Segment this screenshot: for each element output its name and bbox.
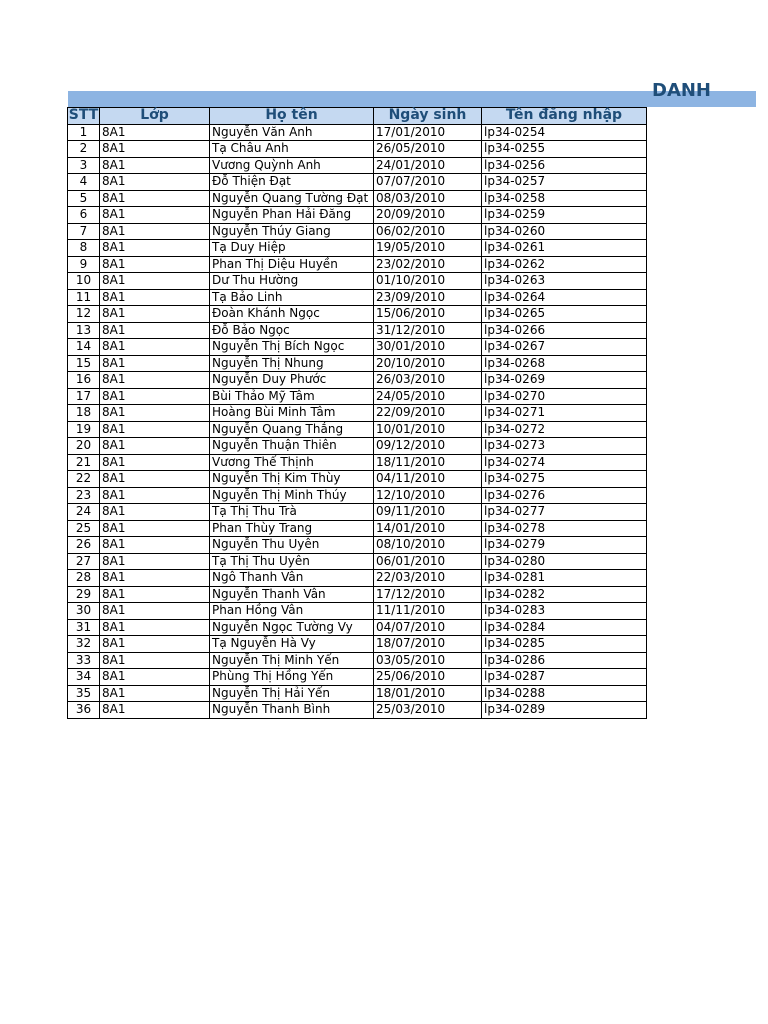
cell-class[interactable]: 8A1 bbox=[100, 223, 210, 240]
cell-username[interactable]: lp34-0270 bbox=[482, 388, 647, 405]
cell-class[interactable]: 8A1 bbox=[100, 372, 210, 389]
cell-stt[interactable]: 8 bbox=[68, 240, 100, 257]
cell-stt[interactable]: 7 bbox=[68, 223, 100, 240]
cell-class[interactable]: 8A1 bbox=[100, 388, 210, 405]
table-row bbox=[68, 141, 647, 158]
cell-stt[interactable]: 32 bbox=[68, 636, 100, 653]
cell-birthdate[interactable]: 07/07/2010 bbox=[374, 174, 482, 191]
cell-fullname[interactable]: Tạ Bảo Linh bbox=[210, 289, 374, 306]
table-row bbox=[68, 124, 647, 141]
cell-username[interactable]: lp34-0258 bbox=[482, 190, 647, 207]
cell-username[interactable]: lp34-0274 bbox=[482, 454, 647, 471]
cell-class[interactable]: 8A1 bbox=[100, 322, 210, 339]
cell-birthdate[interactable]: 06/02/2010 bbox=[374, 223, 482, 240]
cell-stt[interactable]: 6 bbox=[68, 207, 100, 224]
cell-birthdate[interactable]: 04/07/2010 bbox=[374, 619, 482, 636]
cell-stt[interactable]: 17 bbox=[68, 388, 100, 405]
table-row bbox=[68, 537, 647, 554]
table-row bbox=[68, 487, 647, 504]
cell-username[interactable]: lp34-0289 bbox=[482, 702, 647, 719]
cell-birthdate[interactable]: 14/01/2010 bbox=[374, 520, 482, 537]
cell-username[interactable]: lp34-0257 bbox=[482, 174, 647, 191]
cell-fullname[interactable]: Vương Quỳnh Anh bbox=[210, 157, 374, 174]
cell-fullname[interactable]: Dư Thu Hường bbox=[210, 273, 374, 290]
cell-fullname[interactable]: Tạ Duy Hiệp bbox=[210, 240, 374, 257]
cell-stt[interactable]: 24 bbox=[68, 504, 100, 521]
cell-class[interactable]: 8A1 bbox=[100, 190, 210, 207]
cell-birthdate[interactable]: 22/03/2010 bbox=[374, 570, 482, 587]
cell-class[interactable]: 8A1 bbox=[100, 421, 210, 438]
cell-birthdate[interactable]: 19/05/2010 bbox=[374, 240, 482, 257]
cell-username[interactable]: lp34-0268 bbox=[482, 355, 647, 372]
header-username[interactable]: Tên đăng nhập bbox=[482, 108, 647, 125]
cell-birthdate[interactable]: 15/06/2010 bbox=[374, 306, 482, 323]
cell-fullname[interactable]: Nguyễn Văn Anh bbox=[210, 124, 374, 141]
cell-class[interactable]: 8A1 bbox=[100, 141, 210, 158]
cell-fullname[interactable]: Phùng Thị Hồng Yến bbox=[210, 669, 374, 686]
cell-class[interactable]: 8A1 bbox=[100, 570, 210, 587]
table-row bbox=[68, 306, 647, 323]
cell-birthdate[interactable]: 17/01/2010 bbox=[374, 124, 482, 141]
table-row bbox=[68, 454, 647, 471]
cell-username[interactable]: lp34-0276 bbox=[482, 487, 647, 504]
cell-fullname[interactable]: Nguyễn Thanh Vân bbox=[210, 586, 374, 603]
table-row bbox=[68, 421, 647, 438]
cell-class[interactable]: 8A1 bbox=[100, 586, 210, 603]
cell-birthdate[interactable]: 22/09/2010 bbox=[374, 405, 482, 422]
cell-fullname[interactable]: Hoàng Bùi Minh Tâm bbox=[210, 405, 374, 422]
cell-username[interactable]: lp34-0284 bbox=[482, 619, 647, 636]
table-row bbox=[68, 702, 647, 719]
cell-birthdate[interactable]: 01/10/2010 bbox=[374, 273, 482, 290]
cell-fullname[interactable]: Nguyễn Thuận Thiên bbox=[210, 438, 374, 455]
cell-birthdate[interactable]: 23/09/2010 bbox=[374, 289, 482, 306]
cell-stt[interactable]: 18 bbox=[68, 405, 100, 422]
cell-fullname[interactable]: Nguyễn Duy Phước bbox=[210, 372, 374, 389]
cell-class[interactable]: 8A1 bbox=[100, 306, 210, 323]
cell-stt[interactable]: 21 bbox=[68, 454, 100, 471]
cell-birthdate[interactable]: 23/02/2010 bbox=[374, 256, 482, 273]
cell-class[interactable]: 8A1 bbox=[100, 240, 210, 257]
cell-birthdate[interactable]: 24/05/2010 bbox=[374, 388, 482, 405]
cell-birthdate[interactable]: 24/01/2010 bbox=[374, 157, 482, 174]
cell-class[interactable]: 8A1 bbox=[100, 619, 210, 636]
table-row bbox=[68, 586, 647, 603]
table-row bbox=[68, 636, 647, 653]
cell-fullname[interactable]: Phan Thùy Trang bbox=[210, 520, 374, 537]
cell-username[interactable]: lp34-0261 bbox=[482, 240, 647, 257]
table-row bbox=[68, 504, 647, 521]
table-row bbox=[68, 619, 647, 636]
cell-class[interactable]: 8A1 bbox=[100, 124, 210, 141]
table-row bbox=[68, 388, 647, 405]
table-row bbox=[68, 652, 647, 669]
cell-fullname[interactable]: Phan Thị Diệu Huyền bbox=[210, 256, 374, 273]
cell-birthdate[interactable]: 11/11/2010 bbox=[374, 603, 482, 620]
cell-fullname[interactable]: Đỗ Bảo Ngọc bbox=[210, 322, 374, 339]
cell-class[interactable]: 8A1 bbox=[100, 520, 210, 537]
table-row bbox=[68, 322, 647, 339]
cell-username[interactable]: lp34-0273 bbox=[482, 438, 647, 455]
cell-birthdate[interactable]: 25/06/2010 bbox=[374, 669, 482, 686]
table-row bbox=[68, 570, 647, 587]
cell-class[interactable]: 8A1 bbox=[100, 553, 210, 570]
cell-stt[interactable]: 20 bbox=[68, 438, 100, 455]
table-row bbox=[68, 223, 647, 240]
cell-fullname[interactable]: Vương Thế Thịnh bbox=[210, 454, 374, 471]
cell-birthdate[interactable]: 06/01/2010 bbox=[374, 553, 482, 570]
table-row bbox=[68, 438, 647, 455]
cell-fullname[interactable]: Nguyễn Thanh Bình bbox=[210, 702, 374, 719]
header-fullname[interactable]: Họ tên bbox=[210, 108, 374, 125]
cell-class[interactable]: 8A1 bbox=[100, 256, 210, 273]
cell-fullname[interactable]: Tạ Thị Thu Trà bbox=[210, 504, 374, 521]
cell-stt[interactable]: 2 bbox=[68, 141, 100, 158]
cell-stt[interactable]: 33 bbox=[68, 652, 100, 669]
table-row bbox=[68, 339, 647, 356]
cell-username[interactable]: lp34-0267 bbox=[482, 339, 647, 356]
table-row bbox=[68, 256, 647, 273]
cell-class[interactable]: 8A1 bbox=[100, 669, 210, 686]
cell-fullname[interactable]: Nguyễn Thị Bích Ngọc bbox=[210, 339, 374, 356]
cell-stt[interactable]: 36 bbox=[68, 702, 100, 719]
cell-stt[interactable]: 10 bbox=[68, 273, 100, 290]
cell-stt[interactable]: 9 bbox=[68, 256, 100, 273]
cell-class[interactable]: 8A1 bbox=[100, 355, 210, 372]
sheet-title: DANH bbox=[652, 80, 712, 101]
cell-stt[interactable]: 30 bbox=[68, 603, 100, 620]
cell-fullname[interactable]: Tạ Thị Thu Uyên bbox=[210, 553, 374, 570]
cell-stt[interactable]: 34 bbox=[68, 669, 100, 686]
cell-stt[interactable]: 25 bbox=[68, 520, 100, 537]
cell-birthdate[interactable]: 09/12/2010 bbox=[374, 438, 482, 455]
cell-username[interactable]: lp34-0287 bbox=[482, 669, 647, 686]
cell-stt[interactable]: 28 bbox=[68, 570, 100, 587]
cell-class[interactable]: 8A1 bbox=[100, 487, 210, 504]
cell-birthdate[interactable]: 08/10/2010 bbox=[374, 537, 482, 554]
header-stt[interactable]: STT bbox=[68, 107, 99, 124]
cell-username[interactable]: lp34-0285 bbox=[482, 636, 647, 653]
table-row bbox=[68, 273, 647, 290]
cell-birthdate[interactable]: 12/10/2010 bbox=[374, 487, 482, 504]
cell-fullname[interactable]: Nguyễn Thị Kim Thùy bbox=[210, 471, 374, 488]
cell-birthdate[interactable]: 09/11/2010 bbox=[374, 504, 482, 521]
cell-username[interactable]: lp34-0272 bbox=[482, 421, 647, 438]
cell-stt[interactable]: 29 bbox=[68, 586, 100, 603]
table-row bbox=[68, 603, 647, 620]
cell-stt[interactable]: 15 bbox=[68, 355, 100, 372]
table-row bbox=[68, 405, 647, 422]
cell-username[interactable]: lp34-0275 bbox=[482, 471, 647, 488]
table-row bbox=[68, 355, 647, 372]
cell-username[interactable]: lp34-0255 bbox=[482, 141, 647, 158]
header-class[interactable]: Lớp bbox=[100, 108, 210, 125]
cell-username[interactable]: lp34-0288 bbox=[482, 685, 647, 702]
cell-stt[interactable]: 11 bbox=[68, 289, 100, 306]
cell-fullname[interactable]: Nguyễn Quang Thắng bbox=[210, 421, 374, 438]
cell-username[interactable]: lp34-0283 bbox=[482, 603, 647, 620]
cell-username[interactable]: lp34-0259 bbox=[482, 207, 647, 224]
cell-stt[interactable]: 13 bbox=[68, 322, 100, 339]
table-row bbox=[68, 372, 647, 389]
table-row bbox=[68, 289, 647, 306]
table-row bbox=[68, 685, 647, 702]
cell-class[interactable]: 8A1 bbox=[100, 685, 210, 702]
cell-stt[interactable]: 16 bbox=[68, 372, 100, 389]
cell-stt[interactable]: 14 bbox=[68, 339, 100, 356]
table-row bbox=[68, 240, 647, 257]
cell-username[interactable]: lp34-0263 bbox=[482, 273, 647, 290]
header-birthdate[interactable]: Ngày sinh bbox=[374, 108, 482, 125]
cell-class[interactable]: 8A1 bbox=[100, 603, 210, 620]
cell-fullname[interactable]: Nguyễn Phan Hải Đăng bbox=[210, 207, 374, 224]
cell-username[interactable]: lp34-0278 bbox=[482, 520, 647, 537]
cell-stt[interactable]: 1 bbox=[68, 124, 100, 141]
cell-username[interactable]: lp34-0280 bbox=[482, 553, 647, 570]
cell-birthdate[interactable]: 18/01/2010 bbox=[374, 685, 482, 702]
cell-class[interactable]: 8A1 bbox=[100, 454, 210, 471]
cell-fullname[interactable]: Nguyễn Thị Nhung bbox=[210, 355, 374, 372]
table-row bbox=[68, 174, 647, 191]
table-row bbox=[68, 157, 647, 174]
cell-class[interactable]: 8A1 bbox=[100, 289, 210, 306]
table-row bbox=[68, 207, 647, 224]
cell-birthdate[interactable]: 18/07/2010 bbox=[374, 636, 482, 653]
cell-stt[interactable]: 27 bbox=[68, 553, 100, 570]
cell-username[interactable]: lp34-0271 bbox=[482, 405, 647, 422]
cell-birthdate[interactable]: 03/05/2010 bbox=[374, 652, 482, 669]
cell-username[interactable]: lp34-0281 bbox=[482, 570, 647, 587]
cell-birthdate[interactable]: 26/03/2010 bbox=[374, 372, 482, 389]
cell-username[interactable]: lp34-0254 bbox=[482, 124, 647, 141]
cell-birthdate[interactable]: 20/10/2010 bbox=[374, 355, 482, 372]
cell-class[interactable]: 8A1 bbox=[100, 273, 210, 290]
cell-username[interactable]: lp34-0286 bbox=[482, 652, 647, 669]
table-row bbox=[68, 520, 647, 537]
cell-username[interactable]: lp34-0256 bbox=[482, 157, 647, 174]
cell-username[interactable]: lp34-0277 bbox=[482, 504, 647, 521]
cell-username[interactable]: lp34-0262 bbox=[482, 256, 647, 273]
cell-birthdate[interactable]: 04/11/2010 bbox=[374, 471, 482, 488]
cell-class[interactable]: 8A1 bbox=[100, 636, 210, 653]
cell-fullname[interactable]: Nguyễn Thu Uyên bbox=[210, 537, 374, 554]
cell-stt[interactable]: 3 bbox=[68, 157, 100, 174]
header-row bbox=[68, 108, 647, 125]
cell-birthdate[interactable]: 10/01/2010 bbox=[374, 421, 482, 438]
cell-class[interactable]: 8A1 bbox=[100, 157, 210, 174]
cell-stt[interactable]: 23 bbox=[68, 487, 100, 504]
cell-class[interactable]: 8A1 bbox=[100, 339, 210, 356]
cell-birthdate[interactable]: 20/09/2010 bbox=[374, 207, 482, 224]
cell-birthdate[interactable]: 31/12/2010 bbox=[374, 322, 482, 339]
cell-fullname[interactable]: Nguyễn Ngọc Tường Vy bbox=[210, 619, 374, 636]
cell-class[interactable]: 8A1 bbox=[100, 471, 210, 488]
cell-birthdate[interactable]: 08/03/2010 bbox=[374, 190, 482, 207]
cell-class[interactable]: 8A1 bbox=[100, 504, 210, 521]
cell-stt[interactable]: 12 bbox=[68, 306, 100, 323]
cell-fullname[interactable]: Bùi Thảo Mỹ Tâm bbox=[210, 388, 374, 405]
cell-class[interactable]: 8A1 bbox=[100, 652, 210, 669]
cell-stt[interactable]: 22 bbox=[68, 471, 100, 488]
student-table bbox=[67, 107, 647, 719]
cell-stt[interactable]: 19 bbox=[68, 421, 100, 438]
cell-stt[interactable]: 26 bbox=[68, 537, 100, 554]
cell-fullname[interactable]: Nguyễn Thị Minh Thúy bbox=[210, 487, 374, 504]
cell-class[interactable]: 8A1 bbox=[100, 438, 210, 455]
cell-class[interactable]: 8A1 bbox=[100, 405, 210, 422]
cell-fullname[interactable]: Phan Hồng Vân bbox=[210, 603, 374, 620]
cell-class[interactable]: 8A1 bbox=[100, 537, 210, 554]
cell-stt[interactable]: 5 bbox=[68, 190, 100, 207]
cell-fullname[interactable]: Nguyễn Thúy Giang bbox=[210, 223, 374, 240]
cell-birthdate[interactable]: 30/01/2010 bbox=[374, 339, 482, 356]
table-row bbox=[68, 471, 647, 488]
cell-class[interactable]: 8A1 bbox=[100, 207, 210, 224]
table-row bbox=[68, 553, 647, 570]
cell-class[interactable]: 8A1 bbox=[100, 702, 210, 719]
cell-username[interactable]: lp34-0260 bbox=[482, 223, 647, 240]
cell-fullname[interactable]: Nguyễn Quang Tường Đạt bbox=[210, 190, 374, 207]
cell-class[interactable]: 8A1 bbox=[100, 174, 210, 191]
cell-username[interactable]: lp34-0282 bbox=[482, 586, 647, 603]
table-row bbox=[68, 190, 647, 207]
cell-birthdate[interactable]: 26/05/2010 bbox=[374, 141, 482, 158]
cell-fullname[interactable]: Tạ Nguyễn Hà Vy bbox=[210, 636, 374, 653]
cell-fullname[interactable]: Nguyễn Thị Minh Yến bbox=[210, 652, 374, 669]
cell-fullname[interactable]: Tạ Châu Anh bbox=[210, 141, 374, 158]
cell-username[interactable]: lp34-0265 bbox=[482, 306, 647, 323]
title-band bbox=[68, 80, 756, 107]
cell-stt[interactable]: 31 bbox=[68, 619, 100, 636]
cell-birthdate[interactable]: 18/11/2010 bbox=[374, 454, 482, 471]
cell-fullname[interactable]: Nguyễn Thị Hải Yến bbox=[210, 685, 374, 702]
cell-stt[interactable]: 35 bbox=[68, 685, 100, 702]
cell-username[interactable]: lp34-0264 bbox=[482, 289, 647, 306]
cell-username[interactable]: lp34-0266 bbox=[482, 322, 647, 339]
cell-username[interactable]: lp34-0269 bbox=[482, 372, 647, 389]
cell-birthdate[interactable]: 25/03/2010 bbox=[374, 702, 482, 719]
cell-fullname[interactable]: Ngô Thanh Vân bbox=[210, 570, 374, 587]
cell-fullname[interactable]: Đoàn Khánh Ngọc bbox=[210, 306, 374, 323]
cell-birthdate[interactable]: 17/12/2010 bbox=[374, 586, 482, 603]
cell-fullname[interactable]: Đỗ Thiện Đạt bbox=[210, 174, 374, 191]
cell-stt[interactable]: 4 bbox=[68, 174, 100, 191]
cell-username[interactable]: lp34-0279 bbox=[482, 537, 647, 554]
table-row bbox=[68, 669, 647, 686]
